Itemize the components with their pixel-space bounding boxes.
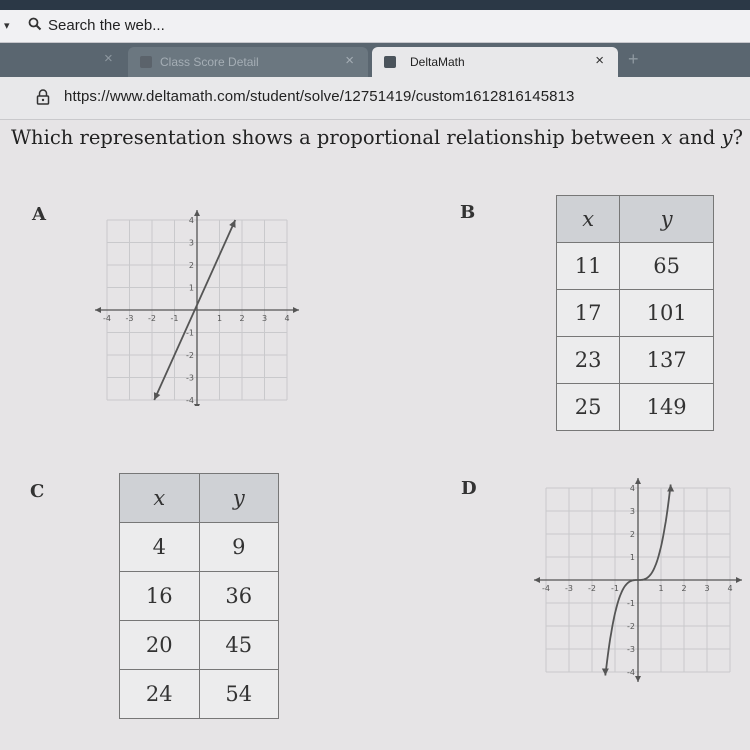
url-text: https://www.deltamath.com/student/solve/12751419/custom1612816145813 <box>64 88 575 105</box>
x-tick-label: -1 <box>611 584 619 593</box>
y-tick-label: -3 <box>627 645 635 654</box>
var-x: x <box>661 126 673 149</box>
cell-x: 16 <box>120 572 200 621</box>
option-c-label[interactable]: C <box>30 481 45 502</box>
x-axis-arrow-left <box>95 307 101 313</box>
y-axis-arrow-down <box>194 404 200 406</box>
cell-y: 65 <box>620 243 714 290</box>
x-tick-label: 1 <box>658 584 664 593</box>
question-text <box>11 126 743 149</box>
option-b-table[interactable] <box>556 195 714 431</box>
y-tick-label: 2 <box>188 261 194 270</box>
table-row <box>557 290 714 337</box>
x-axis-arrow-left <box>534 577 540 583</box>
y-tick-label: 4 <box>629 484 635 493</box>
header-y: y <box>199 474 279 523</box>
x-tick-label: -4 <box>103 314 111 323</box>
option-b-label[interactable]: B <box>460 202 476 223</box>
cell-y: 54 <box>199 670 279 719</box>
search-icon <box>28 17 42 31</box>
y-tick-label: -4 <box>186 396 194 405</box>
x-tick-label: -2 <box>148 314 156 323</box>
y-axis-arrow-down <box>635 676 641 682</box>
y-tick-label: -3 <box>186 373 194 383</box>
tab-close-icon[interactable]: × <box>595 52 604 69</box>
y-axis-arrow-up <box>635 478 641 484</box>
search-bar <box>0 10 750 43</box>
x-tick-label: -1 <box>170 314 179 323</box>
y-tick-label: -1 <box>186 328 194 338</box>
table-row <box>557 243 714 290</box>
table-row <box>120 621 279 670</box>
cell-y: 101 <box>620 290 714 337</box>
y-tick-label: 3 <box>188 238 194 248</box>
option-a-label[interactable]: A <box>32 204 46 225</box>
dropdown-arrow-icon[interactable]: ▾ <box>4 20 10 32</box>
favicon-icon <box>140 56 152 68</box>
x-tick-label: 2 <box>239 314 245 323</box>
window-top-strip <box>0 0 750 10</box>
option-a-graph[interactable] <box>95 196 315 406</box>
x-tick-label: 1 <box>216 314 223 323</box>
tab-bar <box>0 43 750 77</box>
table-row <box>120 523 279 572</box>
cell-y: 137 <box>620 337 714 384</box>
y-tick-label: 3 <box>629 507 635 516</box>
y-tick-label: -2 <box>627 622 635 631</box>
deltamath-favicon-icon <box>384 56 396 68</box>
table-row <box>557 337 714 384</box>
x-axis-arrow-right <box>293 307 299 313</box>
search-input[interactable]: Search the web... <box>48 17 165 34</box>
x-tick-label: 3 <box>704 584 710 593</box>
x-tick-label: -3 <box>125 314 134 323</box>
address-bar[interactable] <box>0 77 750 120</box>
tab-class-score-detail[interactable] <box>128 47 368 77</box>
tab-title: DeltaMath <box>410 55 465 69</box>
new-tab-button[interactable]: + <box>628 49 639 69</box>
y-tick-label: -1 <box>627 599 635 608</box>
x-tick-label: -4 <box>542 584 550 593</box>
cell-x: 17 <box>557 290 620 337</box>
x-tick-label: -3 <box>565 584 573 593</box>
cell-x: 23 <box>557 337 620 384</box>
cell-y: 149 <box>620 384 714 431</box>
x-axis-arrow-right <box>736 577 742 583</box>
close-icon[interactable]: × <box>104 50 113 67</box>
cell-y: 9 <box>199 523 279 572</box>
y-tick-label: 1 <box>629 553 635 562</box>
table-row <box>120 572 279 621</box>
question-suffix: ? <box>732 126 743 149</box>
cell-x: 11 <box>557 243 620 290</box>
header-x: x <box>557 196 620 243</box>
y-tick-label: -2 <box>186 351 194 360</box>
option-d-graph[interactable] <box>530 474 750 690</box>
cell-y: 36 <box>199 572 279 621</box>
y-tick-label: 1 <box>188 283 194 293</box>
y-tick-label: 2 <box>629 530 635 539</box>
var-y: y <box>721 126 733 149</box>
y-tick-label: -4 <box>627 668 635 677</box>
tab-close-icon[interactable]: × <box>345 52 354 69</box>
lock-icon <box>36 89 50 105</box>
y-tick-label: 4 <box>188 216 194 225</box>
cell-x: 25 <box>557 384 620 431</box>
option-d-label[interactable]: D <box>461 478 477 499</box>
option-c-table[interactable] <box>119 473 279 719</box>
tab-title: Class Score Detail <box>160 55 259 69</box>
x-tick-label: 4 <box>284 314 290 323</box>
header-y: y <box>620 196 714 243</box>
x-tick-label: 2 <box>681 584 687 593</box>
cell-x: 20 <box>120 621 200 670</box>
cell-x: 4 <box>120 523 200 572</box>
y-axis-arrow-up <box>194 210 200 216</box>
cell-x: 24 <box>120 670 200 719</box>
cell-y: 45 <box>199 621 279 670</box>
question-and: and <box>672 126 722 149</box>
x-tick-label: -2 <box>588 584 596 593</box>
table-row <box>557 384 714 431</box>
x-tick-label: 4 <box>727 584 733 593</box>
table-header-row <box>557 196 714 243</box>
tab-deltamath[interactable] <box>372 47 618 77</box>
table-row <box>120 670 279 719</box>
table-header-row <box>120 474 279 523</box>
header-x: x <box>120 474 200 523</box>
question-prefix: Which representation shows a proportional relationship between <box>11 126 662 149</box>
x-tick-label: 3 <box>261 314 268 323</box>
